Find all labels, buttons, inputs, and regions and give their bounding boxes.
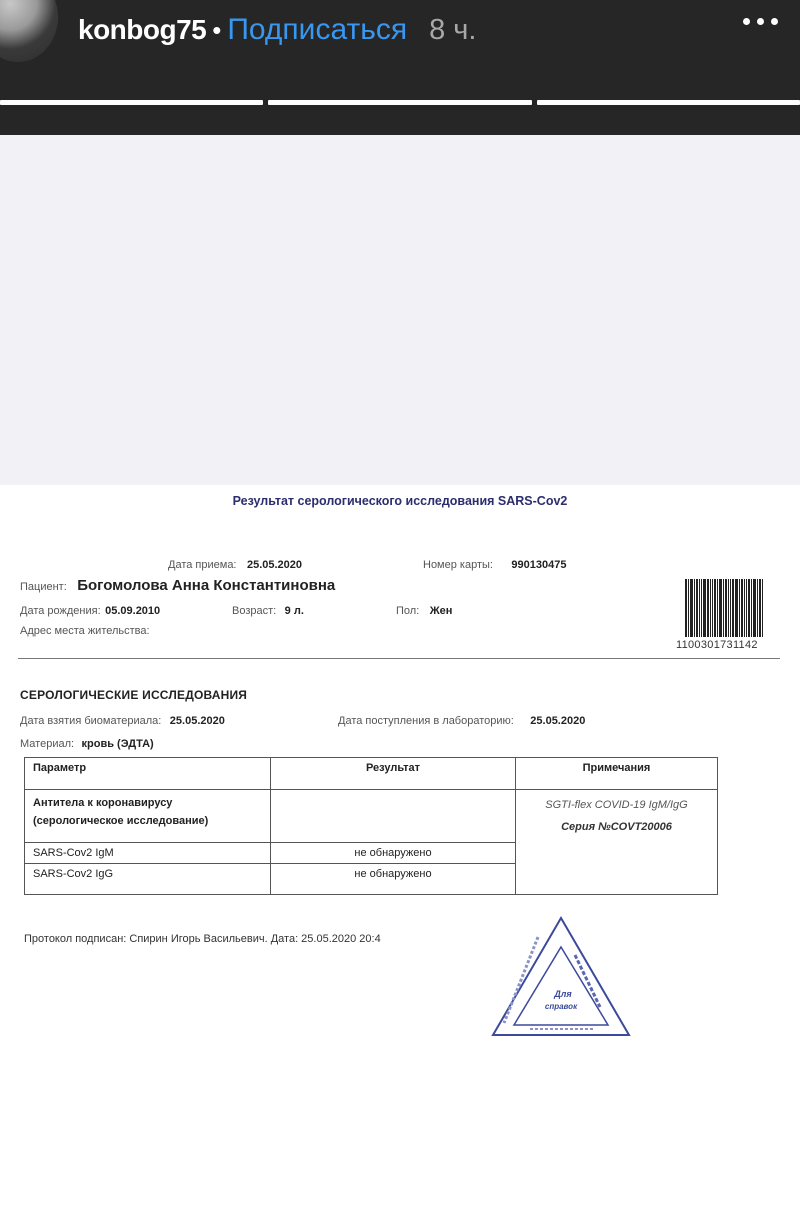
patient-label: Пациент: [20, 581, 67, 593]
more-options-icon[interactable] [743, 18, 778, 25]
header-notes: Примечания [516, 758, 718, 790]
result-igg: не обнаружено [271, 864, 516, 895]
more-dot [771, 18, 778, 25]
param-igm: SARS-Cov2 IgM [25, 843, 271, 864]
signature-line: Протокол подписан: Спирин Игорь Васильевич. Дата: 25.05.2020 20:4 [24, 933, 381, 945]
lab-result-document [0, 485, 800, 1206]
header-result: Результат [271, 758, 516, 790]
test-series: Серия №COVT20006 [561, 821, 672, 833]
barcode-number: 1100301731142 [676, 639, 758, 651]
header-parameter: Параметр [25, 758, 271, 790]
age-value: 9 л. [284, 605, 304, 617]
birth-date-row [20, 601, 160, 619]
antibody-group-cell: Антитела к коронавирусу (серологическое исследование) [25, 790, 271, 843]
lab-date-value: 25.05.2020 [530, 715, 586, 727]
document-title: Результат серологического исследования SARS-Cov2 [232, 494, 568, 508]
table-row [25, 790, 718, 843]
blank-image-area [0, 135, 800, 485]
age-label: Возраст: [232, 605, 277, 617]
lab-date-label: Дата поступления в лабораторию: [338, 715, 514, 727]
post-time: 8 ч. [429, 13, 477, 46]
lab-date-row [338, 711, 585, 729]
sample-date-value: 25.05.2020 [169, 715, 225, 727]
table-header-row [25, 758, 718, 790]
birth-date-label: Дата рождения: [20, 605, 101, 617]
progress-segment-1[interactable] [0, 100, 263, 105]
follow-button[interactable]: Подписаться [227, 13, 408, 46]
material-row [20, 734, 154, 752]
triangle-stamp-icon [490, 915, 632, 1040]
card-number-label: Номер карты: [423, 559, 493, 571]
intake-date-row [168, 555, 302, 573]
test-kit-name: SGTI-flex COVID-19 IgM/IgG [545, 799, 688, 811]
sample-date-row [20, 711, 225, 729]
stamp-text-2: справок [544, 1002, 578, 1011]
card-number-value: 990130475 [511, 559, 567, 571]
story-header [0, 0, 800, 135]
empty-result-cell [271, 790, 516, 843]
more-dot [743, 18, 750, 25]
separator-dot: • [212, 14, 222, 45]
patient-name: Богомолова Анна Константиновна [77, 577, 336, 594]
material-label: Материал: [20, 738, 75, 750]
address-label: Адрес места жительства: [20, 625, 150, 637]
intake-date-value: 25.05.2020 [246, 559, 303, 571]
username-link[interactable]: konbog75 [78, 14, 207, 45]
progress-segment-3[interactable] [537, 100, 800, 105]
divider [18, 658, 780, 659]
notes-cell [516, 790, 718, 895]
age-row [232, 601, 304, 619]
intake-date-label: Дата приема: [168, 559, 237, 571]
barcode-icon [685, 579, 785, 637]
results-table [24, 757, 718, 895]
birth-date-value: 05.09.2010 [105, 605, 161, 617]
story-progress-bar [0, 100, 800, 105]
avatar[interactable] [0, 0, 58, 62]
material-value: кровь (ЭДТА) [81, 738, 154, 750]
more-dot [757, 18, 764, 25]
user-row [78, 10, 476, 50]
sex-value: Жен [429, 605, 453, 617]
sex-row [396, 601, 452, 619]
progress-segment-2[interactable] [268, 100, 531, 105]
param-igg: SARS-Cov2 IgG [25, 864, 271, 895]
stamp-text-1: Для [554, 989, 572, 999]
result-igm: не обнаружено [271, 843, 516, 864]
card-number-row [423, 555, 566, 573]
patient-row [20, 577, 335, 595]
sex-label: Пол: [396, 605, 420, 617]
section-title: СЕРОЛОГИЧЕСКИЕ ИССЛЕДОВАНИЯ [20, 688, 248, 702]
sample-date-label: Дата взятия биоматериала: [20, 715, 162, 727]
